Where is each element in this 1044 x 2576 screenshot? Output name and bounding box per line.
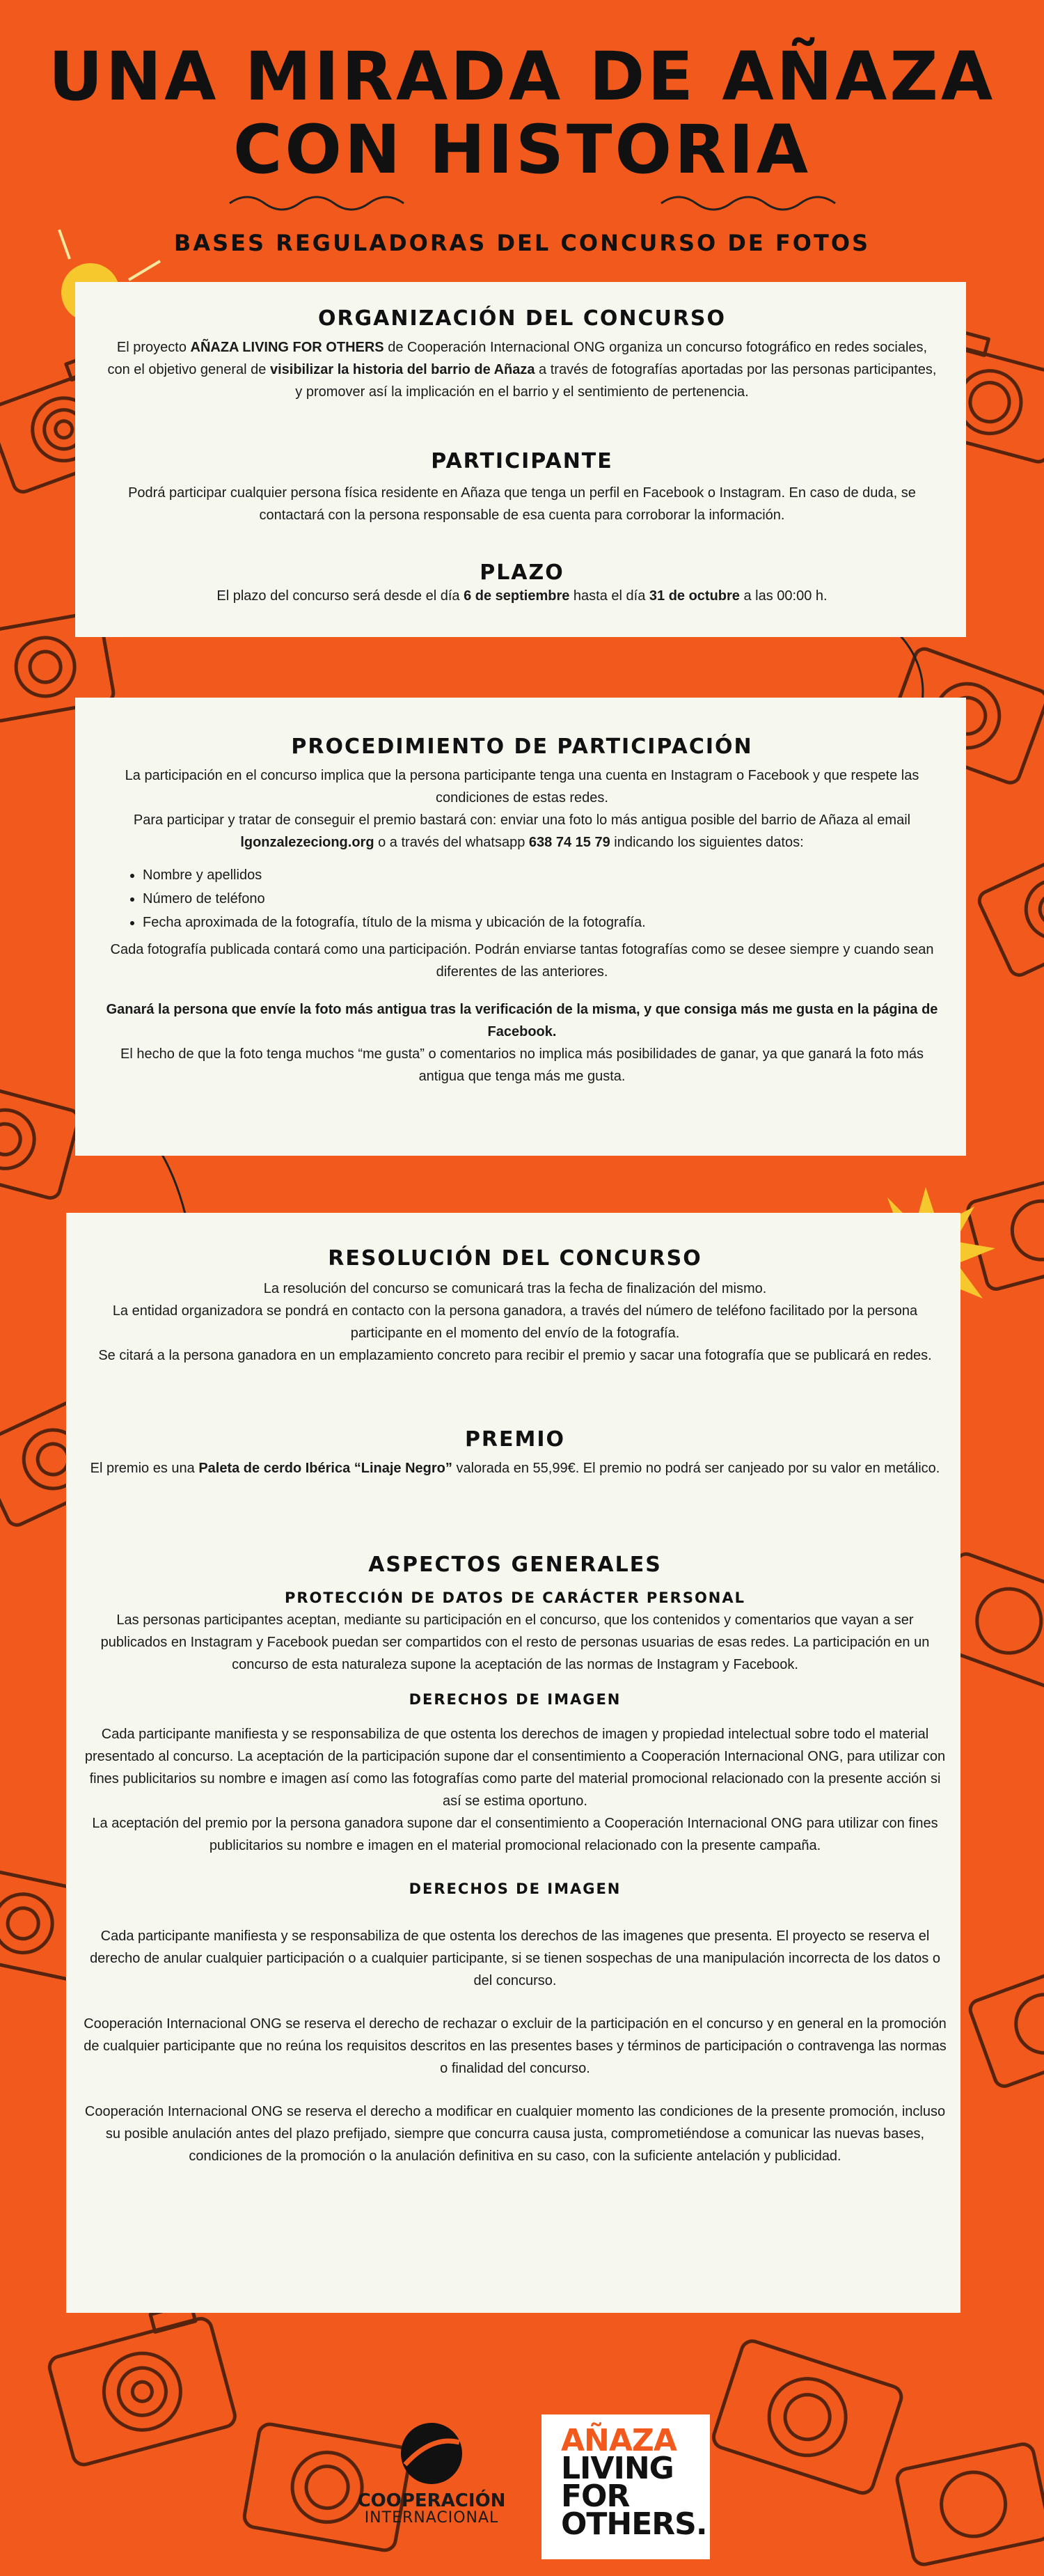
heading-organizacion: ORGANIZACIÓN DEL CONCURSO bbox=[317, 306, 727, 331]
coop-name-line-2: INTERNACIONAL bbox=[364, 2509, 499, 2527]
anaza-logo bbox=[541, 2414, 710, 2559]
globe-logo-icon bbox=[400, 2421, 464, 2485]
heading-premio: PREMIO bbox=[464, 1427, 566, 1452]
logo-line-4: OTHERS. bbox=[561, 2506, 707, 2542]
data-list bbox=[101, 863, 943, 934]
resolucion-l2: La entidad organizadora se pondrá en contacto con la persona ganadora, a través del número de teléfono facilitado por la persona participante en el momento del envío de la fotografía. bbox=[112, 1303, 918, 1341]
plazo-text: El plazo del concurso será desde el día 6 de septiembre hasta el día 31 de octubre a las 00:00 h. bbox=[216, 588, 828, 604]
derechos2-p1: Cada participante manifiesta y se responsabiliza de que ostenta los derechos de las imagenes que presenta. El proyecto se reserva el derecho de anular cualquier participación o a cualquier participante, si se tienen sospechas de una manipulación incorrecta de los datos o del concurso. bbox=[90, 1929, 940, 1988]
camera-icon bbox=[0, 1078, 81, 1200]
coop-name-line-1: COOPERACIÓN bbox=[357, 2490, 506, 2511]
organizacion-text: El proyecto AÑAZA LIVING FOR OTHERS de Cooperación Internacional ONG organiza un concurso fotográfico en redes sociales, con el objetivo general de visibilizar la historia del barrio de Añaza a través de fotografías aportadas por las personas participantes, y promover así la implicación en el barrio y el sentimiento de pertenencia. bbox=[107, 340, 937, 400]
derechos2-p2: Cooperación Internacional ONG se reserva el derecho de rechazar o excluir de la participación en el concurso y en general en la promoción de cualquier participante que no reúna los requisitos descritos en las presentes bases y términos de participación o contravenga las normas o finalidad del concurso. bbox=[84, 2016, 947, 2076]
list-item: • Número de teléfono bbox=[143, 887, 943, 911]
logo-line-3: FOR bbox=[561, 2479, 630, 2514]
heading-procedimiento: PROCEDIMIENTO DE PARTICIPACIÓN bbox=[291, 735, 753, 759]
resolucion-l1: La resolución del concurso se comunicará tras la fecha de finalización del mismo. bbox=[263, 1281, 767, 1296]
procedimiento-p3: Cada fotografía publicada contará como una participación. Podrán enviarse tantas fotografías como se desee siempre y cuando sean diferentes de las anteriores. bbox=[110, 942, 934, 980]
heading-proteccion-datos: PROTECCIÓN DE DATOS DE CARÁCTER PERSONAL bbox=[284, 1589, 746, 1606]
camera-icon bbox=[967, 1958, 1044, 2089]
procedimiento-p4: Ganará la persona que envíe la foto más antigua tras la verificación de la misma, y que consiga más me gusta en la página de Facebook. bbox=[106, 1002, 938, 1039]
participante-text: Podrá participar cualquier persona física residente en Añaza que tenga un perfil en Facebook o Instagram. En caso de duda, se contactará con la persona responsable de esa cuenta para corroborar la información. bbox=[128, 485, 916, 523]
procedimiento-p2: Para participar y tratar de conseguir el premio bastará con: enviar una foto lo más antigua posible del barrio de Añaza al email lgonzalezeciong.org o a través del whatsapp 638 74 15 79 indicando los siguientes datos: bbox=[133, 812, 911, 850]
heading-aspectos: ASPECTOS GENERALES bbox=[368, 1553, 662, 1577]
proteccion-text: Las personas participantes aceptan, mediante su participación en el concurso, que los contenidos y comentarios que vayan a ser publicados en Instagram y Facebook puedan ser compartidos con el resto de personas usuarias de esas redes. La participación en un concurso de esta naturaleza supone la aceptación de las normas de Instagram y Facebook. bbox=[100, 1612, 930, 1672]
heading-resolucion: RESOLUCIÓN DEL CONCURSO bbox=[328, 1246, 702, 1271]
derechos1-p2: La aceptación del premio por la persona ganadora supone dar el consentimiento a Cooperación Internacional ONG para utilizar con fines publicitarios su nombre e imagen en el material promocional relacionado con la presente campaña. bbox=[92, 1816, 938, 1853]
derechos2-p3: Cooperación Internacional ONG se reserva el derecho a modificar en cualquier momento las condiciones de la presente promoción, incluso su posible anulación antes del plazo prefijado, siempre que concurra causa justa, comprometiéndose a comunicar las nuevas bases, condiciones de la promoción o la anulación definitiva en su caso, con la suficiente antelación y publicidad. bbox=[84, 2104, 946, 2164]
heading-plazo: PLAZO bbox=[480, 560, 564, 585]
camera-icon bbox=[966, 1170, 1044, 1291]
heading-participante: PARTICIPANTE bbox=[431, 449, 613, 473]
premio-text: El premio es una Paleta de cerdo Ibérica “Linaje Negro” valorada en 55,99€. El premio no podrá ser canjeado por su valor en metálico. bbox=[90, 1461, 940, 1476]
procedimiento-p5: El hecho de que la foto tenga muchos “me gusta” o comentarios no implica más posibilidades de ganar, ya que ganará la foto más antigua que tenga más me gusta. bbox=[120, 1046, 924, 1084]
squiggle-divider bbox=[230, 197, 404, 210]
camera-icon bbox=[895, 2442, 1044, 2567]
page-subtitle: BASES REGULADORAS DEL CONCURSO DE FOTOS bbox=[173, 230, 871, 256]
page-title-line-1: UNA MIRADA DE AÑAZA bbox=[48, 38, 996, 116]
camera-icon bbox=[976, 840, 1044, 978]
camera-icon bbox=[711, 2339, 904, 2496]
section-participante bbox=[104, 449, 940, 526]
logo-line-1: AÑAZA bbox=[561, 2423, 677, 2458]
heading-derechos-imagen-2: DERECHOS DE IMAGEN bbox=[409, 1880, 622, 1897]
procedimiento-p1: La participación en el concurso implica que la persona participante tenga una cuenta en Instagram o Facebook y que respete las condiciones de estas redes. bbox=[125, 768, 919, 806]
contact-whatsapp: 638 74 15 79 bbox=[528, 835, 610, 850]
list-item: • Nombre y apellidos bbox=[143, 863, 943, 887]
section-procedimiento bbox=[101, 735, 943, 1087]
section-premio bbox=[84, 1427, 947, 1479]
section-aspectos bbox=[84, 1553, 947, 2167]
list-item: • Fecha aproximada de la fotografía, título de la misma y ubicación de la fotografía. bbox=[143, 911, 943, 934]
section-resolucion bbox=[84, 1246, 947, 1367]
logo-line-2: LIVING bbox=[561, 2451, 674, 2486]
camera-icon bbox=[43, 2300, 237, 2467]
derechos1-p1: Cada participante manifiesta y se responsabiliza de que ostenta los derechos de imagen y propiedad intelectual sobre todo el material presentado al concurso. La aceptación de la participación supone dar el consentimiento a Cooperación Internacional ONG, para utilizar con fines publicitarios su nombre e imagen así como las fotografías como parte del material promocional relacionado con la presente acción si así se estima oportuno. bbox=[84, 1727, 946, 1809]
heading-derechos-imagen-1: DERECHOS DE IMAGEN bbox=[409, 1691, 622, 1708]
section-plazo bbox=[104, 560, 940, 607]
section-organizacion bbox=[104, 306, 940, 403]
resolucion-l3: Se citará a la persona ganadora en un emplazamiento concreto para recibir el premio y sacar una fotografía que se publicará en redes. bbox=[98, 1348, 932, 1363]
contact-email: lgonzalezeciong.org bbox=[240, 835, 374, 850]
page-title-line-2: CON HISTORIA bbox=[232, 111, 812, 189]
cooperacion-logo bbox=[348, 2421, 515, 2527]
